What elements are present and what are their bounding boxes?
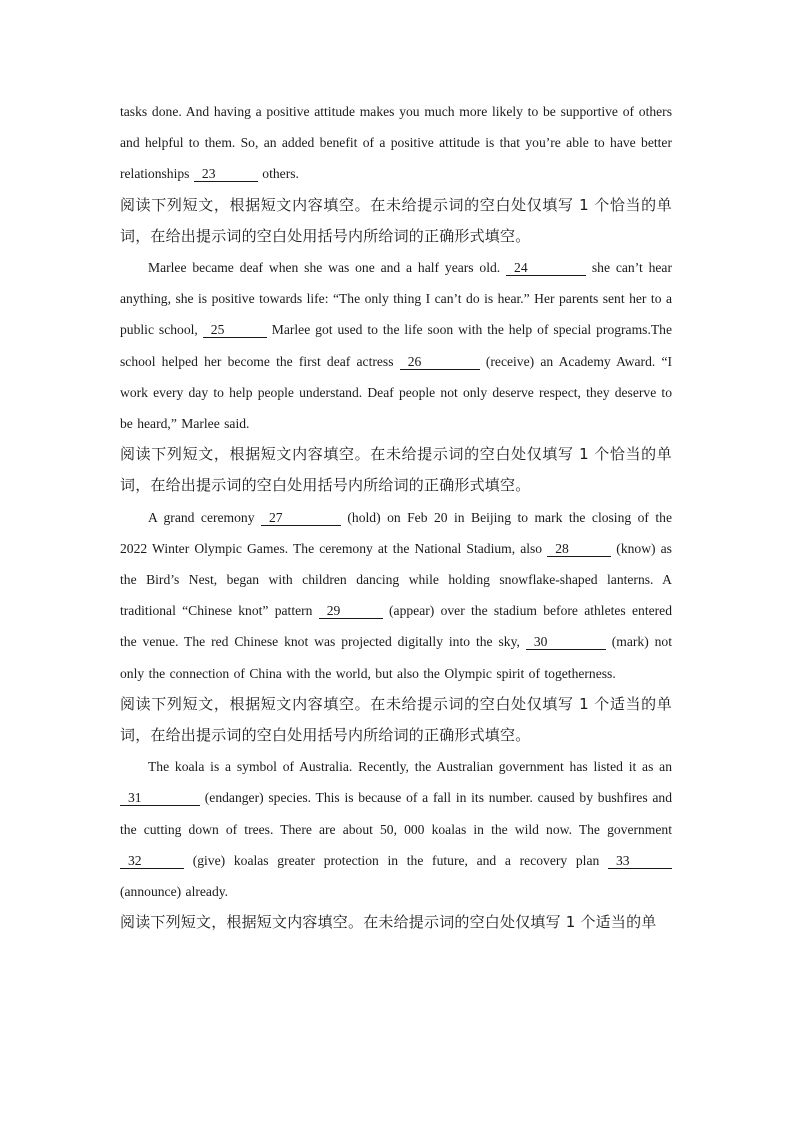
intro-paragraph	[120, 96, 672, 190]
section3-instruction: 阅读下列短文，根据短文内容填空。在未给提示词的空白处仅填写 1 个适当的单词，在给出提示词的空白处用括号内所给词的正确形式填空。	[120, 694, 672, 745]
sec2-text-5: (mark) not only the connection of China with the world, but also the Olympic spirit of togetherness.	[120, 634, 673, 681]
sec3-text-4: (announce) already.	[120, 884, 229, 900]
sec2-text-4: (appear) over the stadium before athletes entered the venue. The red Chinese knot was projected digitally into the sky,	[120, 603, 672, 650]
sec1-text-4: (receive) an Academy Award. “I work every day to help people understand. Deaf people not only deserve respect, they deserve to be heard,” Marlee said.	[120, 353, 672, 432]
blank-28[interactable]: 28	[547, 541, 611, 557]
sec1-text-3: Marlee got used to the life soon with the help of special programs.The school helped her become the first deaf actress	[120, 322, 672, 369]
section1-instruction: 阅读下列短文，根据短文内容填空。在未给提示词的空白处仅填写 1 个恰当的单词，在给出提示词的空白处用括号内所给词的正确形式填空。	[120, 195, 672, 245]
blank-27[interactable]: 27	[261, 510, 341, 526]
blank-24[interactable]: 24	[506, 260, 586, 276]
sec1-text-1: Marlee became deaf when she was one and a half years old.	[148, 260, 501, 276]
blank-25[interactable]: 25	[203, 322, 267, 338]
section2-instruction: 阅读下列短文，根据短文内容填空。在未给提示词的空白处仅填写 1 个恰当的单词，在给出提示词的空白处用括号内所给词的正确形式填空。	[120, 445, 672, 495]
intro-text-1: tasks done. And having a positive attitude makes you much more likely to be supportive of others and helpful to them. So, an added benefit of a positive attitude is that you’re able to have better relationships	[120, 104, 672, 182]
worksheet-page	[120, 96, 672, 938]
blank-33[interactable]: 33	[608, 853, 672, 869]
sec1-text-2: she can’t hear anything, she is positive towards life: “The only thing I can’t do is hear.” Her parents sent her to a public school,	[120, 260, 672, 338]
intro-text-2: others.	[262, 166, 299, 182]
blank-30[interactable]: 30	[526, 634, 606, 650]
blank-29[interactable]: 29	[319, 603, 383, 619]
blank-23[interactable]: 23	[194, 166, 258, 182]
section4-instruction: 阅读下列短文，根据短文内容填空。在未给提示词的空白处仅填写 1 个适当的单	[120, 913, 657, 932]
sec3-text-2: (endanger) species. This is because of a fall in its number. caused by bushfires and the cutting down of trees. There are about 50, 000 koalas in the wild now. The government	[120, 790, 672, 837]
sec3-text-1: The koala is a symbol of Australia. Recently, the Australian government has listed it as an	[148, 759, 672, 775]
sec3-text-3: (give) koalas greater protection in the future, and a recovery plan	[192, 852, 600, 868]
blank-26[interactable]: 26	[400, 354, 480, 370]
blank-32[interactable]: 32	[120, 853, 184, 869]
sec2-text-1: A grand ceremony	[148, 509, 255, 525]
section1-passage	[120, 252, 672, 439]
section2-passage	[120, 502, 672, 689]
section3-passage	[120, 751, 672, 907]
sec2-text-3: (know) as the Bird’s Nest, began with children dancing while holding snowflake-shaped lanterns. A traditional “Chinese knot” pattern	[120, 540, 672, 619]
sec2-text-2: (hold) on Feb 20 in Beijing to mark the closing of the 2022 Winter Olympic Games. The ceremony at the National Stadium, also	[120, 509, 673, 556]
blank-31[interactable]: 31	[120, 790, 200, 806]
